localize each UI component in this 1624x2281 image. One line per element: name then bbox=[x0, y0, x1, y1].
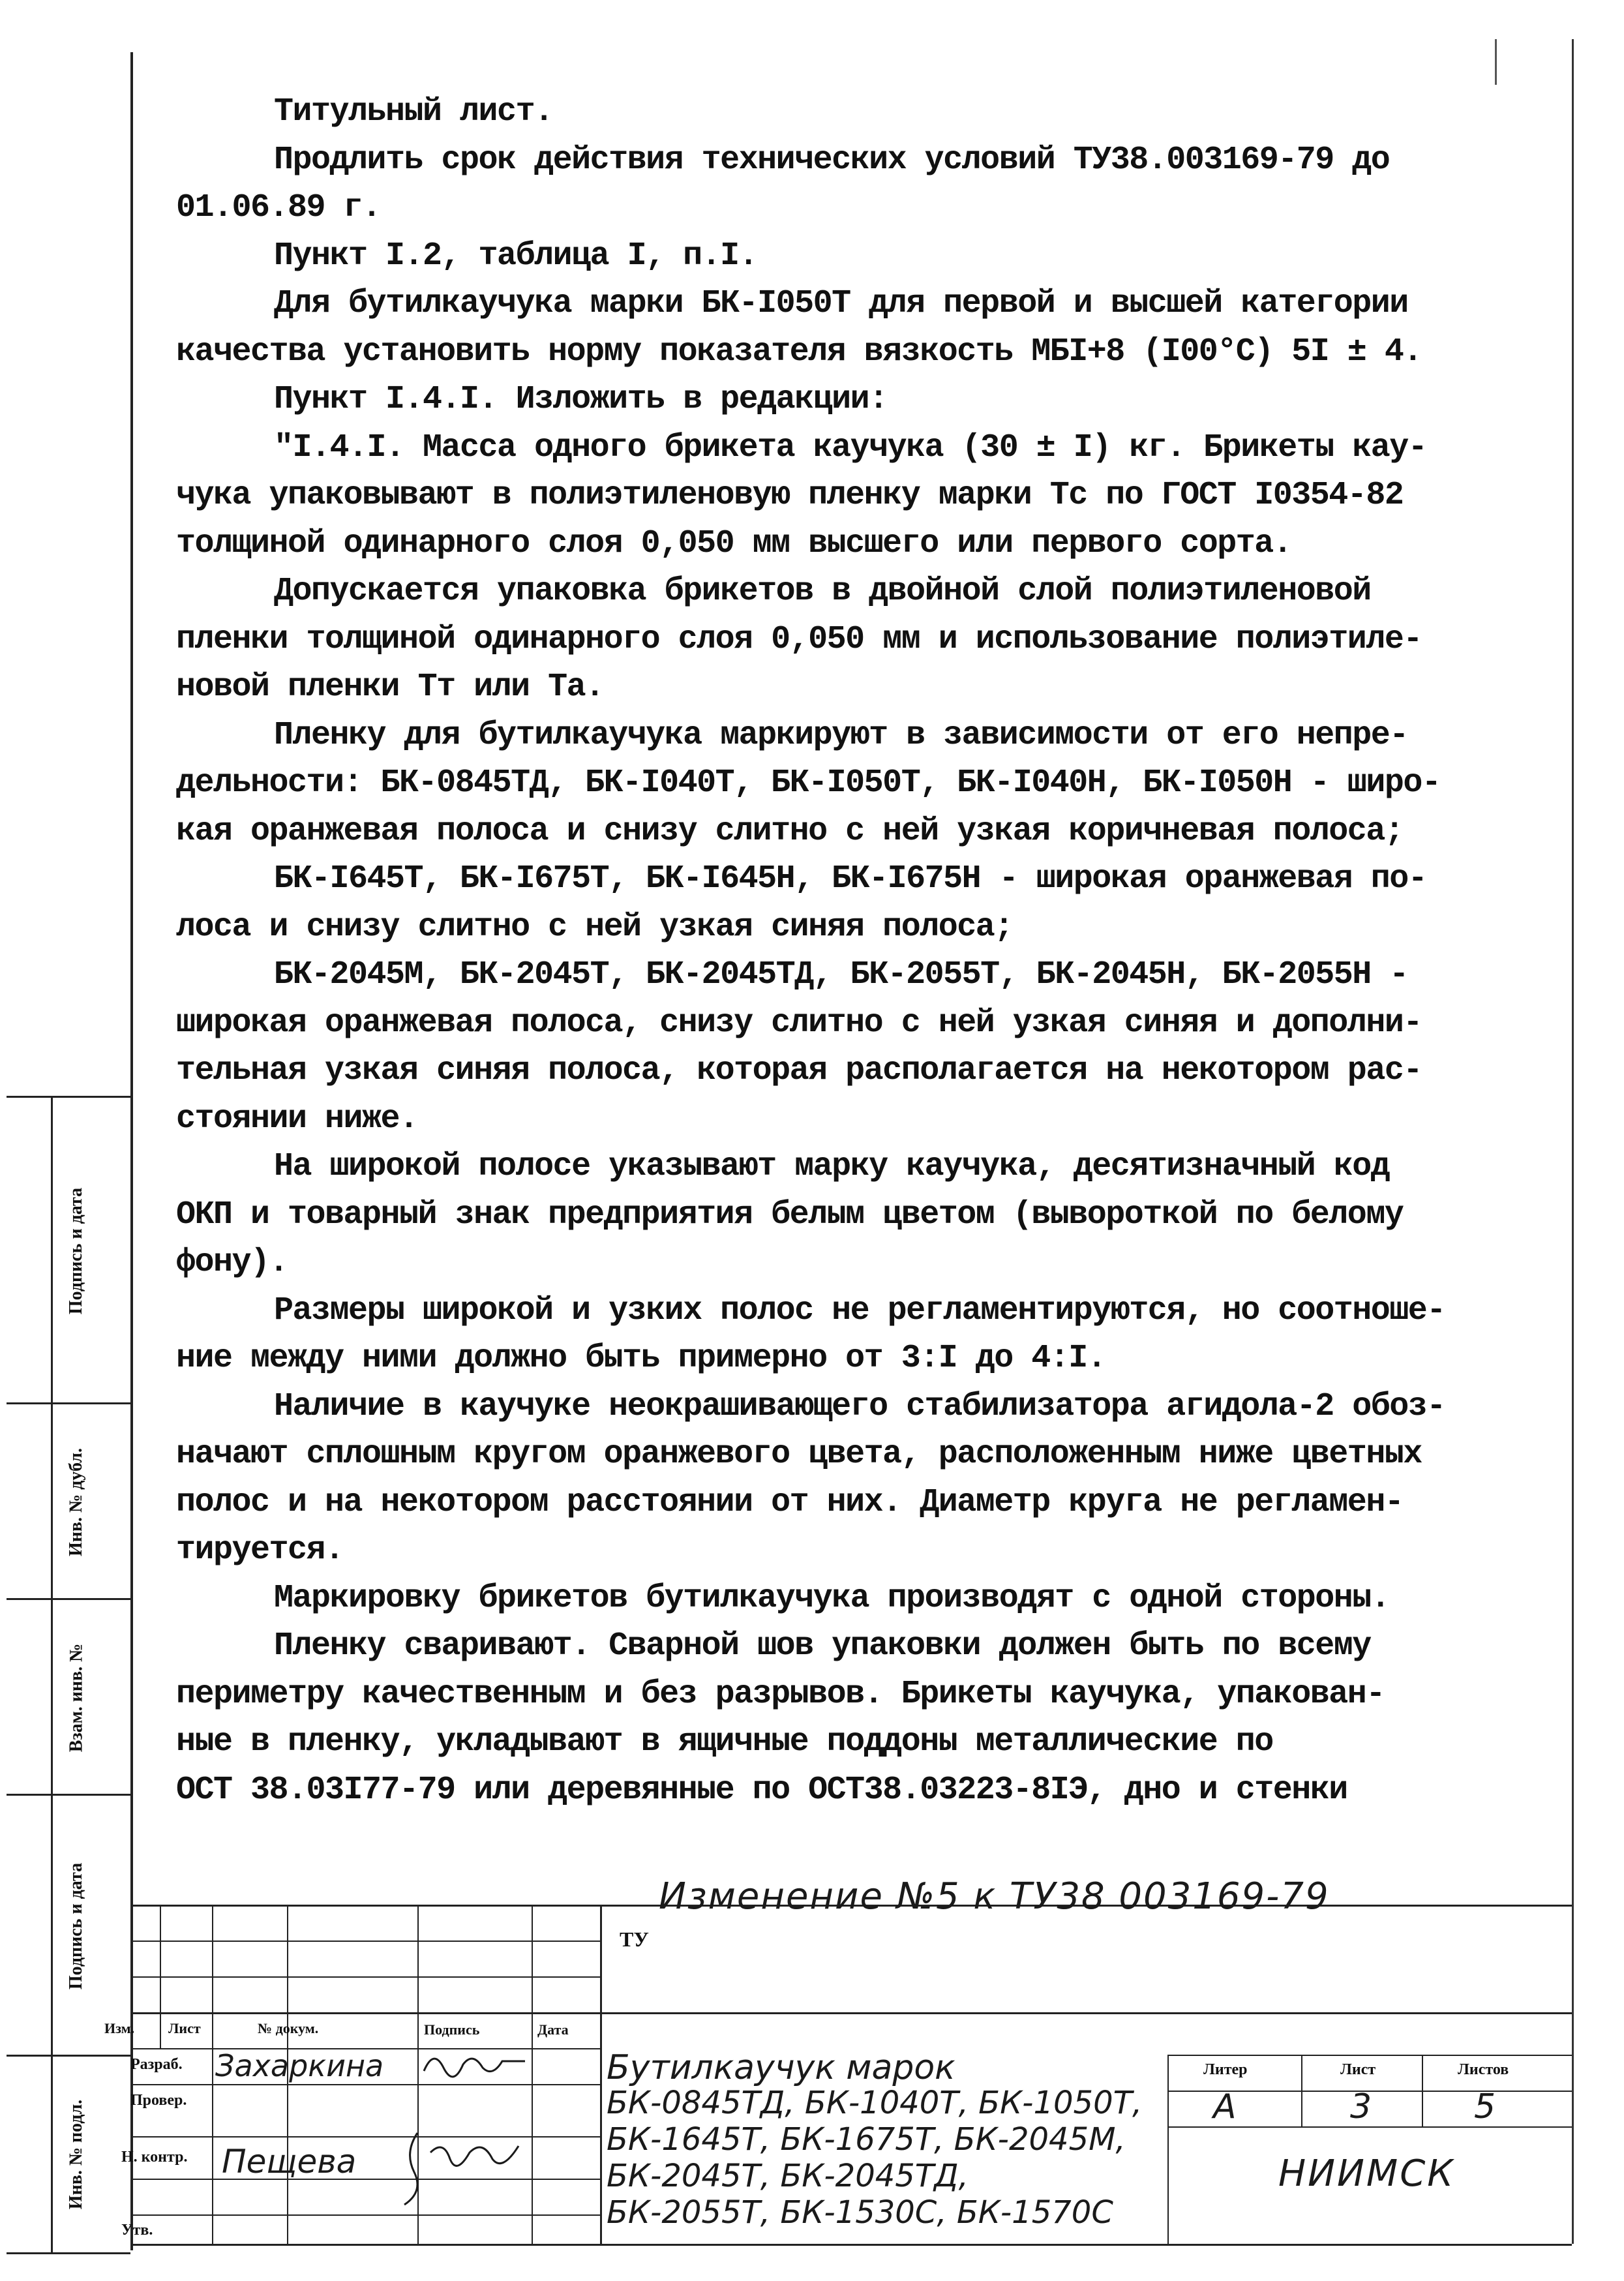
product-line-3: БК-1645Т, БК-1675Т, БК-2045М, bbox=[607, 2121, 1126, 2158]
body-line: Продлить срок действия технических условий ТУ38.003169-79 до bbox=[274, 141, 1390, 179]
product-line-2: БК-0845ТД, БК-1040Т, БК-1050Т, bbox=[607, 2085, 1143, 2121]
list-label: Лист bbox=[1340, 2061, 1376, 2078]
side-label-inv-dubl: Инв. № дубл. bbox=[66, 1448, 87, 1556]
razrab-name: Захаркина bbox=[215, 2048, 384, 2083]
product-line-1: Бутилкаучук марок bbox=[607, 2048, 955, 2087]
body-line: толщиной одинарного слоя 0,050 мм высшего или первого сорта. bbox=[176, 524, 1292, 562]
body-line: дельности: БК-0845ТД, БК-I040Т, БК-I050Т, БК-I040Н, БК-I050Н - широ- bbox=[176, 764, 1441, 802]
product-line-4: БК-2045Т, БК-2045ТД, bbox=[607, 2158, 969, 2194]
col-date: Дата bbox=[537, 2021, 569, 2038]
row-utv: Утв. bbox=[121, 2222, 153, 2239]
listov-value: 5 bbox=[1474, 2087, 1496, 2126]
side-label-sign-date-1: Подпись и дата bbox=[66, 1187, 86, 1315]
side-sign-date-1 bbox=[7, 1096, 130, 1404]
side-label-sign-date-2: Подпись и дата bbox=[66, 1862, 86, 1990]
liter-label: Литер bbox=[1203, 2061, 1248, 2078]
list-value: 3 bbox=[1350, 2087, 1372, 2126]
body-line: 01.06.89 г. bbox=[176, 189, 381, 226]
liter-value: А bbox=[1213, 2087, 1237, 2126]
col-izm: Изм. bbox=[104, 2020, 135, 2036]
body-line: ние между ними должно быть примерно от 3:I до 4:I. bbox=[176, 1340, 1106, 1377]
side-vzam-inv bbox=[7, 1598, 130, 1796]
body-line: На широкой полосе указывают марку каучука, десятизначный код bbox=[274, 1148, 1390, 1185]
body-line: широкая оранжевая полоса, снизу слитно с ней узкая синяя и дополни- bbox=[176, 1004, 1422, 1042]
body-line: "I.4.I. Масса одного брикета каучука (30 ± I) кг. Брикеты кау- bbox=[274, 429, 1427, 466]
col-sign: Подпись bbox=[424, 2021, 480, 2038]
body-line: начают сплошным кругом оранжевого цвета, расположенным ниже цветных bbox=[176, 1436, 1422, 1473]
body-line: фону). bbox=[176, 1244, 288, 1281]
side-inv-dubl bbox=[7, 1402, 130, 1600]
body-line: ОСТ 38.03I77-79 или деревянные по ОСТ38.03223-8IЭ, дно и стенки bbox=[176, 1771, 1347, 1809]
body-line: кая оранжевая полоса и снизу слитно с ней узкая коричневая полоса; bbox=[176, 812, 1404, 850]
body-line: Размеры широкой и узких полос не регламентируются, но соотноше- bbox=[274, 1292, 1445, 1329]
body-line: БК-2045М, БК-2045Т, БК-2045ТД, БК-2055Т, БК-2045Н, БК-2055Н - bbox=[274, 956, 1408, 993]
body-line: Маркировку брикетов бутилкаучука производят с одной стороны. bbox=[274, 1579, 1390, 1617]
body-text bbox=[176, 88, 1565, 1814]
side-label-inv-podl: Инв. № подл. bbox=[66, 2099, 86, 2210]
row-razrab: Разраб. bbox=[130, 2056, 183, 2073]
nkontr-signature bbox=[378, 2113, 535, 2211]
frame-right-border bbox=[1572, 39, 1574, 2244]
side-sign-date-2 bbox=[7, 1794, 130, 2057]
body-line: тируется. bbox=[176, 1532, 344, 1569]
body-line: ные в пленку, укладывают в ящичные поддоны металлические по bbox=[176, 1723, 1273, 1760]
body-line: стоянии ниже. bbox=[176, 1100, 418, 1138]
product-line-5: БК-2055Т, БК-1530С, БК-1570С bbox=[607, 2194, 1113, 2231]
side-inv-podl bbox=[7, 2055, 130, 2254]
body-line: пленки толщиной одинарного слоя 0,050 мм и использование полиэтиле- bbox=[176, 620, 1422, 658]
body-line: качества установить норму показателя вязкость МБI+8 (I00°С) 5I ± 4. bbox=[176, 333, 1422, 370]
col-list: Лист bbox=[168, 2020, 201, 2036]
body-line: Допускается упаковка брикетов в двойной слой полиэтиленовой bbox=[274, 573, 1371, 610]
top-tick-mark bbox=[1495, 39, 1497, 85]
listov-label: Листов bbox=[1458, 2061, 1509, 2078]
body-line: периметру качественным и без разрывов. Брикеты каучука, упакован- bbox=[176, 1675, 1385, 1713]
body-line: тельная узкая синяя полоса, которая располагается на некотором рас- bbox=[176, 1052, 1422, 1089]
razrab-signature bbox=[417, 2045, 532, 2084]
body-line: Пленку для бутилкаучука маркируют в зависимости от его непре- bbox=[274, 716, 1408, 754]
body-line: БК-I645Т, БК-I675Т, БК-I645Н, БК-I675Н - широкая оранжевая по- bbox=[274, 860, 1427, 898]
body-line: ОКП и товарный знак предприятия белым цветом (вывороткой по белому bbox=[176, 1196, 1404, 1233]
body-line: Наличие в каучуке неокрашивающего стабилизатора агидола-2 обоз- bbox=[274, 1387, 1445, 1425]
col-doc: № докум. bbox=[258, 2020, 319, 2036]
body-line: новой пленки Тт или Та. bbox=[176, 669, 604, 706]
row-nkontr: Н. контр. bbox=[121, 2149, 188, 2166]
body-line: Для бутилкаучука марки БК-I050Т для первой и высшей категории bbox=[274, 285, 1408, 322]
body-line: полос и на некотором расстоянии от них. Диаметр круга не регламен- bbox=[176, 1483, 1404, 1521]
nkontr-name: Пещева bbox=[222, 2143, 357, 2181]
body-line: лоса и снизу слитно с ней узкая синяя полоса; bbox=[176, 908, 1013, 946]
body-line: Титульный лист. bbox=[274, 93, 553, 130]
body-line: чука упаковывают в полиэтиленовую пленку марки Тс по ГОСТ I0354-82 bbox=[176, 477, 1404, 514]
row-prover: Провер. bbox=[130, 2092, 187, 2109]
frame-left-border bbox=[130, 52, 133, 2250]
organization: НИИМСК bbox=[1278, 2153, 1456, 2195]
change-title: Изменение №5 к ТУ38 003169-79 bbox=[659, 1875, 1330, 1918]
body-line: Пленку сваривают. Сварной шов упаковки должен быть по всему bbox=[274, 1627, 1371, 1665]
tu-label: ТУ bbox=[620, 1927, 649, 1951]
body-line: Пункт I.2, таблица I, п.I. bbox=[274, 237, 758, 275]
side-label-vzam-inv: Взам. инв. № bbox=[66, 1643, 86, 1753]
body-line: Пункт I.4.I. Изложить в редакции: bbox=[274, 381, 888, 418]
